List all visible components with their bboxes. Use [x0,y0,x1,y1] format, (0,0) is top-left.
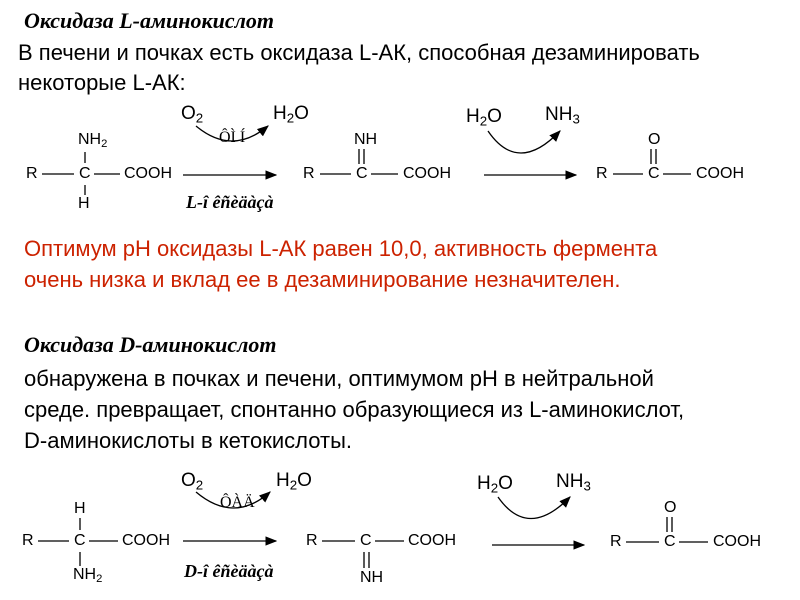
r2-enzyme-name: D-î êñèäàçà [184,561,274,581]
r1-ammonia: $NH_3$ [545,104,580,127]
r1-product-c: C [648,165,660,182]
r2-arc-2 [498,497,570,519]
r2-oxygen: $O_2$ [181,470,204,493]
r1-reactant-amino: $NH_2$ [78,131,108,150]
r2-water-out: $H_2O$ [276,470,312,493]
r2-reactant-hydrogen: H [74,500,86,517]
r2-reactant-c: C [74,532,86,549]
r1-reactant-hydrogen: H [78,195,90,212]
r2-reactant-r: R [22,532,34,549]
r2-product-cooh: COOH [713,533,761,550]
section2-text-line1: обнаружена в почках и печени, оптимумом рН в нейтральной [24,366,654,391]
r1-product-r: R [596,165,608,182]
r1-water-in: $H_2O$ [466,106,502,129]
r1-intermediate-c: C [356,165,368,182]
r1-enzyme-code: ÔÌ Í [219,129,246,146]
r2-intermediate-c: C [360,532,372,549]
r2-reactant-amino: $NH_2$ [73,566,103,585]
r1-enzyme-name: L-î êñèäàçà [186,192,274,212]
section1-text-line1: В печени и почках есть оксидаза L-АК, способная дезаминировать [18,40,700,65]
note-line1: Оптимум рН оксидазы L-АК равен 10,0, активность фермента [24,236,658,261]
r2-product-r: R [610,533,622,550]
r1-product-cooh: COOH [696,165,744,182]
r1-water-out: $H_2O$ [273,103,309,126]
r2-reactant-cooh: COOH [122,532,170,549]
section1-text-line2: некоторые L-АК: [18,70,186,95]
section2-text-line2: среде. превращает, спонтанно образующиеся из L-аминокислот, [24,397,685,422]
r1-product-oxo: O [648,131,661,148]
note-line2: очень низка и вклад ее в дезаминирование незначителен. [24,267,621,292]
r1-reactant-r: R [26,165,38,182]
section2-heading: Оксидаза D-аминокислот [24,332,277,357]
r2-enzyme-code: ÔÀÄ [220,494,255,511]
r1-reactant-c: C [79,165,91,182]
r1-arc-2 [488,131,560,153]
section2-text-line3: D-аминокислоты в кетокислоты. [24,428,352,453]
r2-intermediate-imino: NH [360,569,384,586]
r2-intermediate-r: R [306,532,318,549]
r2-intermediate-cooh: COOH [408,532,456,549]
r1-intermediate-r: R [303,165,315,182]
r1-intermediate-cooh: COOH [403,165,451,182]
r2-product-oxo: O [664,499,677,516]
r1-reactant-cooh: COOH [124,165,172,182]
r2-product-c: C [664,533,676,550]
r1-intermediate-imino: NH [354,131,378,148]
r2-ammonia: $NH_3$ [556,471,591,494]
r1-oxygen: $O_2$ [181,103,204,126]
r2-water-in: $H_2O$ [477,473,513,496]
section1-heading: Оксидаза L-аминокислот [24,8,275,33]
